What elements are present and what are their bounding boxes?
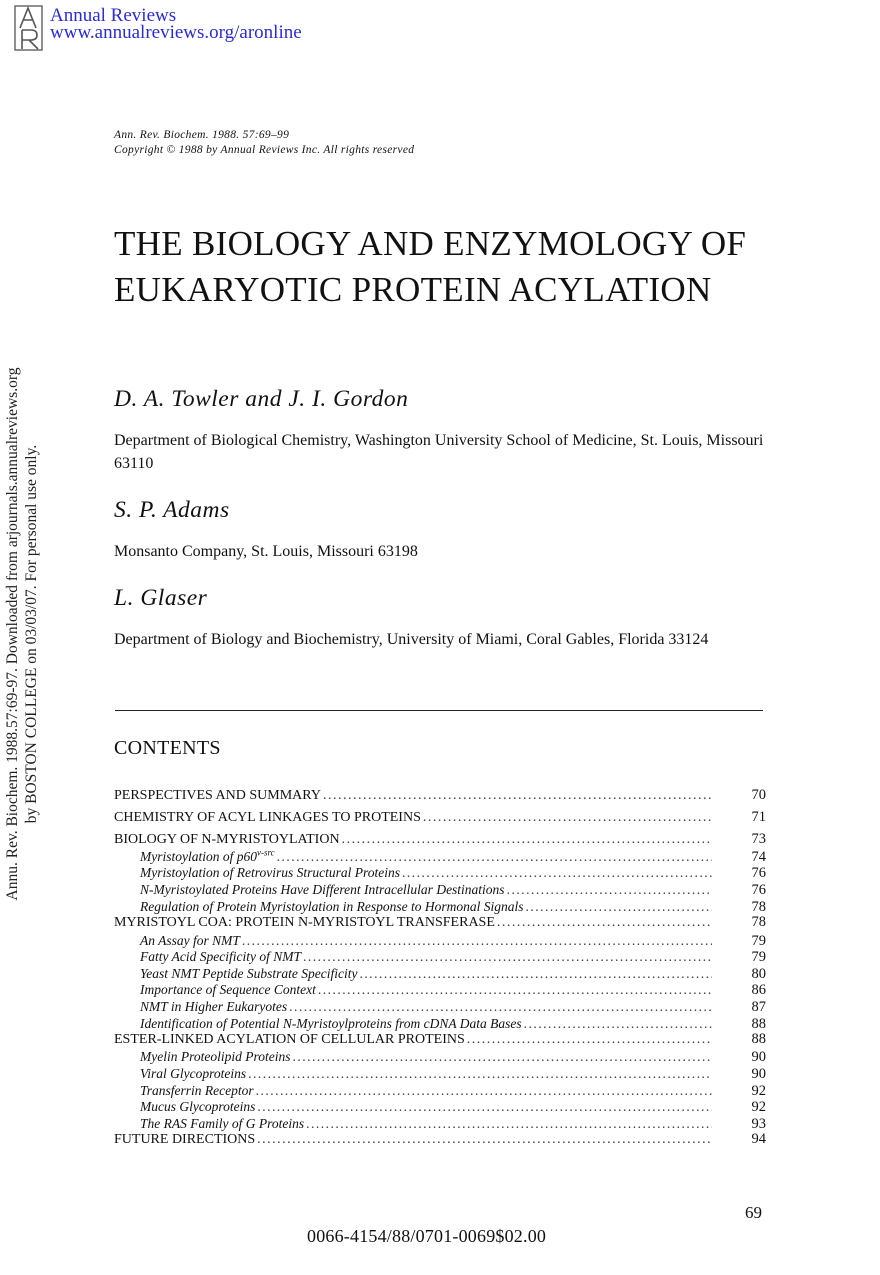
author-names: D. A. Towler and J. I. Gordon xyxy=(114,386,409,412)
toc-entry xyxy=(114,1131,766,1148)
author-affiliation: Department of Biology and Biochemistry, University of Miami, Coral Gables, Florida 33124 xyxy=(114,631,709,648)
toc-entry-superscript: v-src xyxy=(257,847,275,858)
toc-entry-label: Yeast NMT Peptide Substrate Specificity xyxy=(140,965,358,981)
toc-entry-page: 79 xyxy=(751,949,766,966)
toc-subentry xyxy=(114,965,766,982)
toc-subentry xyxy=(114,864,766,881)
leader-dots xyxy=(423,809,712,826)
toc-subentry xyxy=(114,932,766,949)
toc-subentry xyxy=(114,981,766,998)
leader-dots xyxy=(467,1031,712,1048)
toc-subentry xyxy=(114,1082,766,1099)
leader-dots xyxy=(292,1048,712,1065)
toc-entry-label: ESTER-LINKED ACYLATION OF CELLULAR PROTEINS xyxy=(114,1032,465,1048)
toc-entry-label: The RAS Family of G Proteins xyxy=(140,1115,305,1131)
toc-entry-page: 88 xyxy=(751,1031,766,1048)
leader-dots xyxy=(318,981,712,998)
toc-subentry xyxy=(114,1098,766,1115)
leader-dots xyxy=(525,898,712,915)
toc-subentry xyxy=(114,1115,766,1132)
toc-entry-page: 78 xyxy=(751,898,766,915)
toc-entry-page: 93 xyxy=(751,1115,766,1132)
toc-entry xyxy=(114,914,766,931)
toc-entry-page: 86 xyxy=(751,982,766,999)
toc-entry-label: Importance of Sequence Context xyxy=(140,982,316,998)
leader-dots xyxy=(497,914,712,931)
toc-entry-label: PERSPECTIVES AND SUMMARY xyxy=(114,788,321,803)
toc-entry-label: Regulation of Protein Myristoylation in Response to Hormonal Signals xyxy=(140,898,524,914)
contents-heading: CONTENTS xyxy=(114,737,221,759)
toc-entry xyxy=(114,809,766,826)
leader-dots xyxy=(342,831,712,848)
toc-entry-label: MYRISTOYL COA: PROTEIN N-MYRISTOYL TRANSFERASE xyxy=(114,915,495,931)
copyright-line: Copyright © 1988 by Annual Reviews Inc. All rights reserved xyxy=(114,144,415,156)
leader-dots xyxy=(402,864,712,881)
toc-entry-label: CHEMISTRY OF ACYL LINKAGES TO PROTEINS xyxy=(114,809,421,825)
toc-entry-page: 92 xyxy=(751,1082,766,1099)
toc-entry-page: 70 xyxy=(751,787,766,803)
toc-entry-page: 90 xyxy=(751,1049,766,1066)
toc-entry-page: 87 xyxy=(751,998,766,1015)
toc-entry-page: 90 xyxy=(751,1066,766,1083)
toc-entry-label: NMT in Higher Eukaryotes xyxy=(140,998,288,1014)
leader-dots xyxy=(323,787,712,804)
citation-block xyxy=(114,128,414,158)
leader-dots xyxy=(524,1015,712,1032)
toc-subentry xyxy=(114,948,766,965)
leader-dots xyxy=(242,932,712,949)
toc-entry-page: 94 xyxy=(751,1131,766,1148)
article-title: THE BIOLOGY AND ENZYMOLOGY OF EUKARYOTIC PROTEIN ACYLATION xyxy=(114,224,747,309)
toc-subentry xyxy=(114,1015,766,1032)
toc-entry-page: 79 xyxy=(751,932,766,949)
toc-subentry xyxy=(114,1048,766,1065)
leader-dots xyxy=(257,1098,712,1115)
toc-entry-label: Transferrin Receptor xyxy=(140,1082,254,1098)
toc-entry-page: 74 xyxy=(751,848,766,865)
page-number: 69 xyxy=(745,1203,762,1222)
toc-subentry xyxy=(114,898,766,915)
toc-entry-page: 80 xyxy=(751,965,766,982)
toc-entry-label: Identification of Potential N-Myristoylproteins from cDNA Data Bases xyxy=(140,1015,522,1031)
toc-entry-label: N-Myristoylated Proteins Have Different Intracellular Destinations xyxy=(140,882,505,898)
article-code: 0066-4154/88/0701-0069$02.00 xyxy=(307,1226,547,1246)
toc-entry xyxy=(114,1031,766,1048)
toc-entry-page: 76 xyxy=(751,865,766,882)
publisher-link[interactable]: Annual Reviews xyxy=(50,5,177,26)
leader-dots xyxy=(359,965,712,982)
leader-dots xyxy=(257,1131,712,1148)
citation-line: Ann. Rev. Biochem. 1988. 57:69–99 xyxy=(114,129,290,141)
leader-dots xyxy=(306,1115,712,1132)
download-stamp xyxy=(0,0,52,1275)
toc-entry-label: An Assay for NMT xyxy=(140,932,240,948)
author-affiliation: Department of Biological Chemistry, Washington University School of Medicine, St. Louis, Missouri 63110 xyxy=(114,432,764,472)
toc-entry-label: BIOLOGY OF N-MYRISTOYLATION xyxy=(114,831,340,847)
toc-subentry xyxy=(114,881,766,898)
toc-entry-page: 92 xyxy=(751,1099,766,1116)
toc-subentry xyxy=(114,998,766,1015)
toc-subentry xyxy=(114,848,766,865)
leader-dots xyxy=(256,1082,712,1099)
download-stamp-line1: Annu. Rev. Biochem. 1988.57:69-97. Downloaded from arjournals.annualreviews.org xyxy=(4,367,21,901)
toc-subentry xyxy=(114,1065,766,1082)
leader-dots xyxy=(289,998,712,1015)
toc-entry xyxy=(114,831,766,848)
toc-entry-page: 78 xyxy=(751,914,766,931)
download-stamp-line2: by BOSTON COLLEGE on 03/03/07. For personal use only. xyxy=(23,444,40,824)
author-names: L. Glaser xyxy=(114,585,208,611)
author-names: S. P. Adams xyxy=(114,497,230,523)
toc-entry-page: 71 xyxy=(751,808,766,825)
toc-entry-label: Myelin Proteolipid Proteins xyxy=(140,1049,291,1065)
toc-entry-label: Myristoylation of $p60^{v-src}$ xyxy=(140,847,275,864)
toc-entry-label: Mucus Glycoproteins xyxy=(140,1099,256,1115)
toc-entry-page: 73 xyxy=(751,830,766,847)
table-of-contents xyxy=(114,787,766,1149)
toc-entry-label: Myristoylation of Retrovirus Structural Proteins xyxy=(140,865,400,881)
toc-entry-page: 88 xyxy=(751,1015,766,1032)
toc-entry-label: FUTURE DIRECTIONS xyxy=(114,1132,256,1148)
toc-entry-label: Fatty Acid Specificity of NMT xyxy=(140,949,301,965)
publisher-url-link[interactable]: www.annualreviews.org/aronline xyxy=(50,22,302,43)
divider-rule xyxy=(115,710,763,711)
leader-dots xyxy=(507,881,712,898)
leader-dots xyxy=(277,848,712,865)
leader-dots xyxy=(248,1065,712,1082)
author-affiliation: Monsanto Company, St. Louis, Missouri 63198 xyxy=(114,543,418,560)
toc-entry-page: 76 xyxy=(751,882,766,899)
toc-entry xyxy=(114,787,766,804)
toc-entry-label: Viral Glycoproteins xyxy=(140,1066,247,1082)
leader-dots xyxy=(303,948,712,965)
